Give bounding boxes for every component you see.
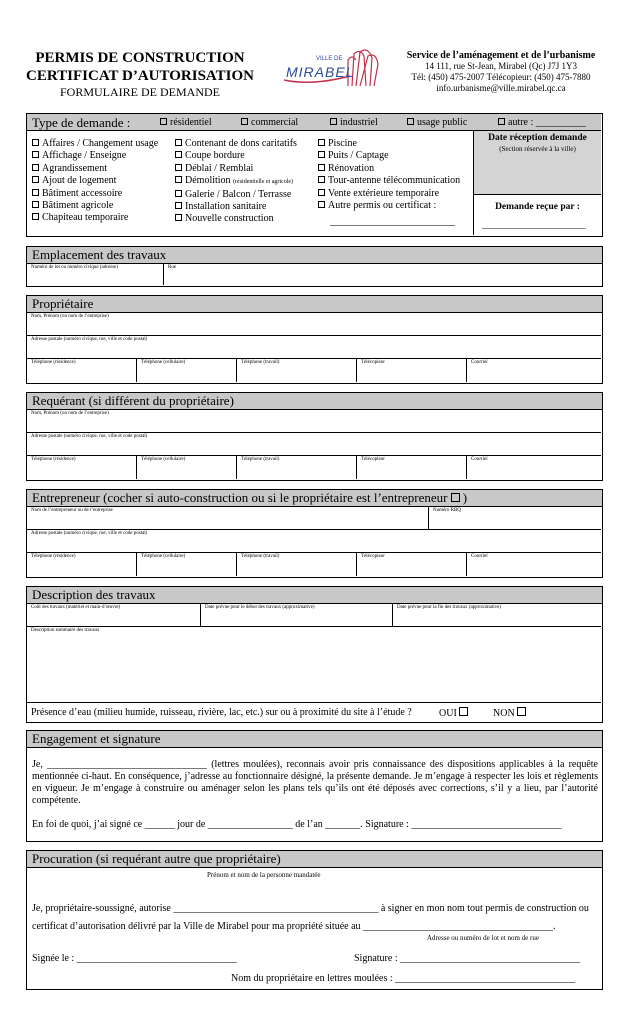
- description-title: Description des travaux: [27, 587, 602, 604]
- service-phone: Tél: (450) 475-2007 Télécopieur: (450) 475-7880: [411, 72, 591, 82]
- checkbox-coupe-bordure[interactable]: Coupe bordure: [175, 150, 297, 162]
- service-email[interactable]: info.urbanisme@ville.mirabel.qc.ca: [436, 83, 566, 93]
- proprietaire-nom-field[interactable]: [27, 313, 601, 336]
- lot-label: Numéro de lot ou numéro civique (adresse): [31, 265, 118, 270]
- procuration-line1[interactable]: Je, propriétaire-soussigné, autorise _________________________________________ à signer en mon nom tout permis de construction ou: [32, 903, 589, 914]
- checkbox-batiment-agricole[interactable]: Bâtiment agricole: [32, 200, 158, 212]
- type-col3: [318, 138, 460, 229]
- mirabel-logo: [272, 46, 392, 90]
- checkbox-ajout-logement[interactable]: Ajout de logement: [32, 175, 158, 187]
- entrepreneur-nom-field[interactable]: [27, 507, 429, 530]
- type-section: [26, 113, 603, 237]
- checkbox-chapiteau[interactable]: Chapiteau temporaire: [32, 212, 158, 224]
- received-by-label: Demande reçue par :: [495, 202, 580, 212]
- proprietaire-courriel-label: Courriel: [471, 360, 488, 365]
- checkbox-renovation[interactable]: Rénovation: [318, 163, 460, 175]
- proprietaire-tel-res[interactable]: [27, 359, 137, 382]
- type-residentiel[interactable]: résidentiel: [160, 117, 212, 129]
- proprietaire-courriel[interactable]: [467, 359, 601, 382]
- checkbox-affichage[interactable]: Affichage / Enseigne: [32, 150, 158, 162]
- checkbox-nouvelle-construction[interactable]: Nouvelle construction: [175, 213, 297, 225]
- emplacement-section: [26, 246, 603, 287]
- eau-oui[interactable]: OUI: [439, 707, 471, 720]
- received-by-line[interactable]: _______________________: [482, 220, 586, 230]
- proprietaire-nom-label: Nom, Prénom (ou nom de l’entreprise): [31, 314, 109, 319]
- checkbox-installation-sanitaire[interactable]: Installation sanitaire: [175, 201, 297, 213]
- autre-permis-line[interactable]: _________________________: [330, 216, 455, 228]
- proprietaire-adresse-field[interactable]: [27, 336, 601, 359]
- proprietaire-adresse-label: Adresse postale (numéro civique, rue, ville et code postal): [31, 337, 148, 342]
- requerant-nom-field[interactable]: [27, 410, 601, 433]
- checkbox-agrandissement[interactable]: Agrandissement: [32, 163, 158, 175]
- rue-field[interactable]: [164, 264, 601, 285]
- presence-eau-question: Présence d’eau (milieu humide, ruisseau, rivière, lac, etc.) sur ou à proximité du site à l’étude ?: [31, 707, 412, 718]
- type-autre[interactable]: autre : __________: [498, 117, 586, 129]
- engagement-signature-line[interactable]: En foi de quoi, j’ai signé ce ______ jour de _________________ de l’an _______. Signature : ______________________________: [32, 819, 562, 830]
- procuration-title: Procuration (si requérant autre que propriétaire): [27, 851, 602, 868]
- form-title-permis: PERMIS DE CONSTRUCTION: [35, 50, 245, 66]
- entrepreneur-rbq-label: Numéro RBQ: [433, 508, 461, 513]
- engagement-section: [26, 730, 603, 842]
- entrepreneur-adresse-label: Adresse postale (numéro civique, rue, ville et code postal): [31, 531, 148, 536]
- reception-block: [473, 131, 601, 235]
- proprietaire-section: [26, 295, 603, 384]
- type-usage-public[interactable]: usage public: [407, 117, 467, 129]
- entrepreneur-title-end: ): [462, 490, 468, 505]
- form-title-certificat: CERTIFICAT D’AUTORISATION: [26, 68, 254, 84]
- checkbox-demolition[interactable]: Démolition (résidentielle et agricole): [175, 175, 297, 188]
- proprietaire-tel-res-label: Téléphone (résidence): [31, 360, 76, 365]
- requerant-fax-label: Télécopieur: [361, 457, 385, 462]
- proprietaire-tel-cell[interactable]: [137, 359, 237, 382]
- sommaire-field[interactable]: [27, 627, 601, 703]
- requerant-adresse-label: Adresse postale (numéro civique, rue, ville et code postal): [31, 434, 148, 439]
- reception-note: (Section réservée à la ville): [499, 145, 576, 153]
- checkbox-autre-permis[interactable]: Autre permis ou certificat :: [318, 200, 460, 212]
- eau-non[interactable]: NON: [493, 707, 529, 720]
- engagement-title: Engagement et signature: [27, 731, 602, 748]
- entrepreneur-nom-label: Nom de l’entrepreneur ou de l’entreprise: [31, 508, 113, 513]
- entrepreneur-tel-res-label: Téléphone (résidence): [31, 554, 76, 559]
- requerant-tel-cell[interactable]: [137, 456, 237, 479]
- checkbox-vente-exterieure[interactable]: Vente extérieure temporaire: [318, 188, 460, 200]
- checkbox-piscine[interactable]: Piscine: [318, 138, 460, 150]
- entrepreneur-auto-checkbox[interactable]: [451, 493, 460, 502]
- proprietaire-tel-cell-label: Téléphone (cellulaire): [141, 360, 186, 365]
- service-info: [400, 50, 602, 94]
- entrepreneur-section: [26, 489, 603, 578]
- checkbox-tour-antenne[interactable]: Tour-antenne télécommunication: [318, 175, 460, 187]
- entrepreneur-tel-res[interactable]: [27, 553, 137, 576]
- logo-ville-de: VILLE DE: [316, 56, 343, 62]
- form-subtitle: FORMULAIRE DE DEMANDE: [60, 85, 220, 99]
- requerant-courriel-label: Courriel: [471, 457, 488, 462]
- nom-proprietaire-line[interactable]: Nom du propriétaire en lettres moulées : ____________________________________: [231, 973, 576, 984]
- type-col2: [175, 138, 297, 226]
- requerant-courriel[interactable]: [467, 456, 601, 479]
- date-debut-field[interactable]: [201, 604, 393, 627]
- lot-field[interactable]: [27, 264, 164, 285]
- cout-label: Coût des travaux (matériel et main-d’œuvre): [31, 605, 121, 610]
- date-debut-label: Date prévue pour le début des travaux (approximative): [205, 605, 315, 610]
- checkbox-puits[interactable]: Puits / Captage: [318, 150, 460, 162]
- proprietaire-fax-label: Télécopieur: [361, 360, 385, 365]
- date-fin-label: Date prévue pour la fin des travaux (approximative): [397, 605, 501, 610]
- requerant-title: Requérant (si différent du propriétaire): [27, 393, 602, 410]
- proprietaire-tel-trav[interactable]: [237, 359, 357, 382]
- checkbox-affaires[interactable]: Affaires / Changement usage: [32, 138, 158, 150]
- sommaire-label: Description sommaire des travaux: [31, 628, 100, 633]
- entrepreneur-tel-trav-label: Téléphone (travail): [241, 554, 280, 559]
- entrepreneur-fax-label: Télécopieur: [361, 554, 385, 559]
- requerant-tel-res-label: Téléphone (résidence): [31, 457, 76, 462]
- demolition-note: (résidentielle et agricole): [233, 179, 294, 186]
- procuration-section: [26, 850, 603, 990]
- checkbox-deblai[interactable]: Déblai / Remblai: [175, 163, 297, 175]
- date-fin-field[interactable]: [393, 604, 601, 627]
- service-address: 14 111, rue St-Jean, Mirabel (Qc) J7J 1Y3: [424, 61, 578, 71]
- type-col1: [32, 138, 158, 225]
- entrepreneur-courriel[interactable]: [467, 553, 601, 576]
- emplacement-title: Emplacement des travaux: [27, 247, 602, 264]
- entrepreneur-tel-cell[interactable]: [137, 553, 237, 576]
- description-section: [26, 586, 603, 723]
- procuration-signature-line[interactable]: Signature : ____________________________________: [354, 953, 581, 964]
- requerant-tel-trav[interactable]: [237, 456, 357, 479]
- requerant-tel-trav-label: Téléphone (travail): [241, 457, 280, 462]
- signee-le-line[interactable]: Signée le : ________________________________: [32, 953, 237, 964]
- checkbox-batiment-accessoire[interactable]: Bâtiment accessoire: [32, 188, 158, 200]
- requerant-adresse-field[interactable]: [27, 433, 601, 456]
- type-industriel[interactable]: industriel: [330, 117, 378, 129]
- reception-title: Date réception demande: [488, 133, 587, 143]
- entrepreneur-title-text: Entrepreneur (cocher si auto-construction ou si le propriétaire est l’entrepreneur: [32, 490, 448, 505]
- adresse-note: Adresse ou numéro de lot et nom de rue: [427, 934, 539, 942]
- proprietaire-tel-trav-label: Téléphone (travail): [241, 360, 280, 365]
- checkbox-contenant-dons[interactable]: Contenant de dons caritatifs: [175, 138, 297, 150]
- service-name: Service de l’aménagement et de l’urbanisme: [406, 50, 596, 61]
- checkbox-galerie[interactable]: Galerie / Balcon / Terrasse: [175, 189, 297, 201]
- cout-field[interactable]: [27, 604, 201, 627]
- entrepreneur-fax[interactable]: [357, 553, 467, 576]
- entrepreneur-rbq-field[interactable]: [429, 507, 601, 530]
- entrepreneur-tel-cell-label: Téléphone (cellulaire): [141, 554, 186, 559]
- requerant-fax[interactable]: [357, 456, 467, 479]
- logo-mirabel: MIRABEL: [286, 64, 355, 80]
- requerant-nom-label: Nom, Prénom (ou nom de l’entreprise): [31, 411, 109, 416]
- entrepreneur-title: [27, 490, 602, 507]
- entrepreneur-courriel-label: Courriel: [471, 554, 488, 559]
- requerant-section: [26, 392, 603, 481]
- type-label: Type de demande :: [32, 115, 131, 130]
- engagement-paragraph: Je, ________________________________ (lettres moulées), reconnais avoir pris connaissance des dispositions applicables à la requête mentionnée ci-haut. En conséquence, j’adresse au fonctionnaire désigné, la présente demande. Je m’engage à respecter les lois et règlements en vigueur. Je m’engage à construire ou aménager selon les plans tels qu’ils ont été déposés avec corrections, s’il y a lieu, par l’autorité compétente.: [32, 759, 598, 806]
- proprietaire-title: Propriétaire: [27, 296, 602, 313]
- proprietaire-fax[interactable]: [357, 359, 467, 382]
- requerant-tel-cell-label: Téléphone (cellulaire): [141, 457, 186, 462]
- entrepreneur-adresse-field[interactable]: [27, 530, 601, 553]
- entrepreneur-tel-trav[interactable]: [237, 553, 357, 576]
- procuration-line2[interactable]: certificat d’autorisation délivré par la Ville de Mirabel pour ma propriété située au ______________________________________.: [32, 921, 556, 932]
- requerant-tel-res[interactable]: [27, 456, 137, 479]
- rue-label: Rue: [168, 265, 177, 270]
- type-commercial[interactable]: commercial: [241, 117, 298, 129]
- mandataire-label: Prénom et nom de la personne mandatée: [207, 871, 321, 879]
